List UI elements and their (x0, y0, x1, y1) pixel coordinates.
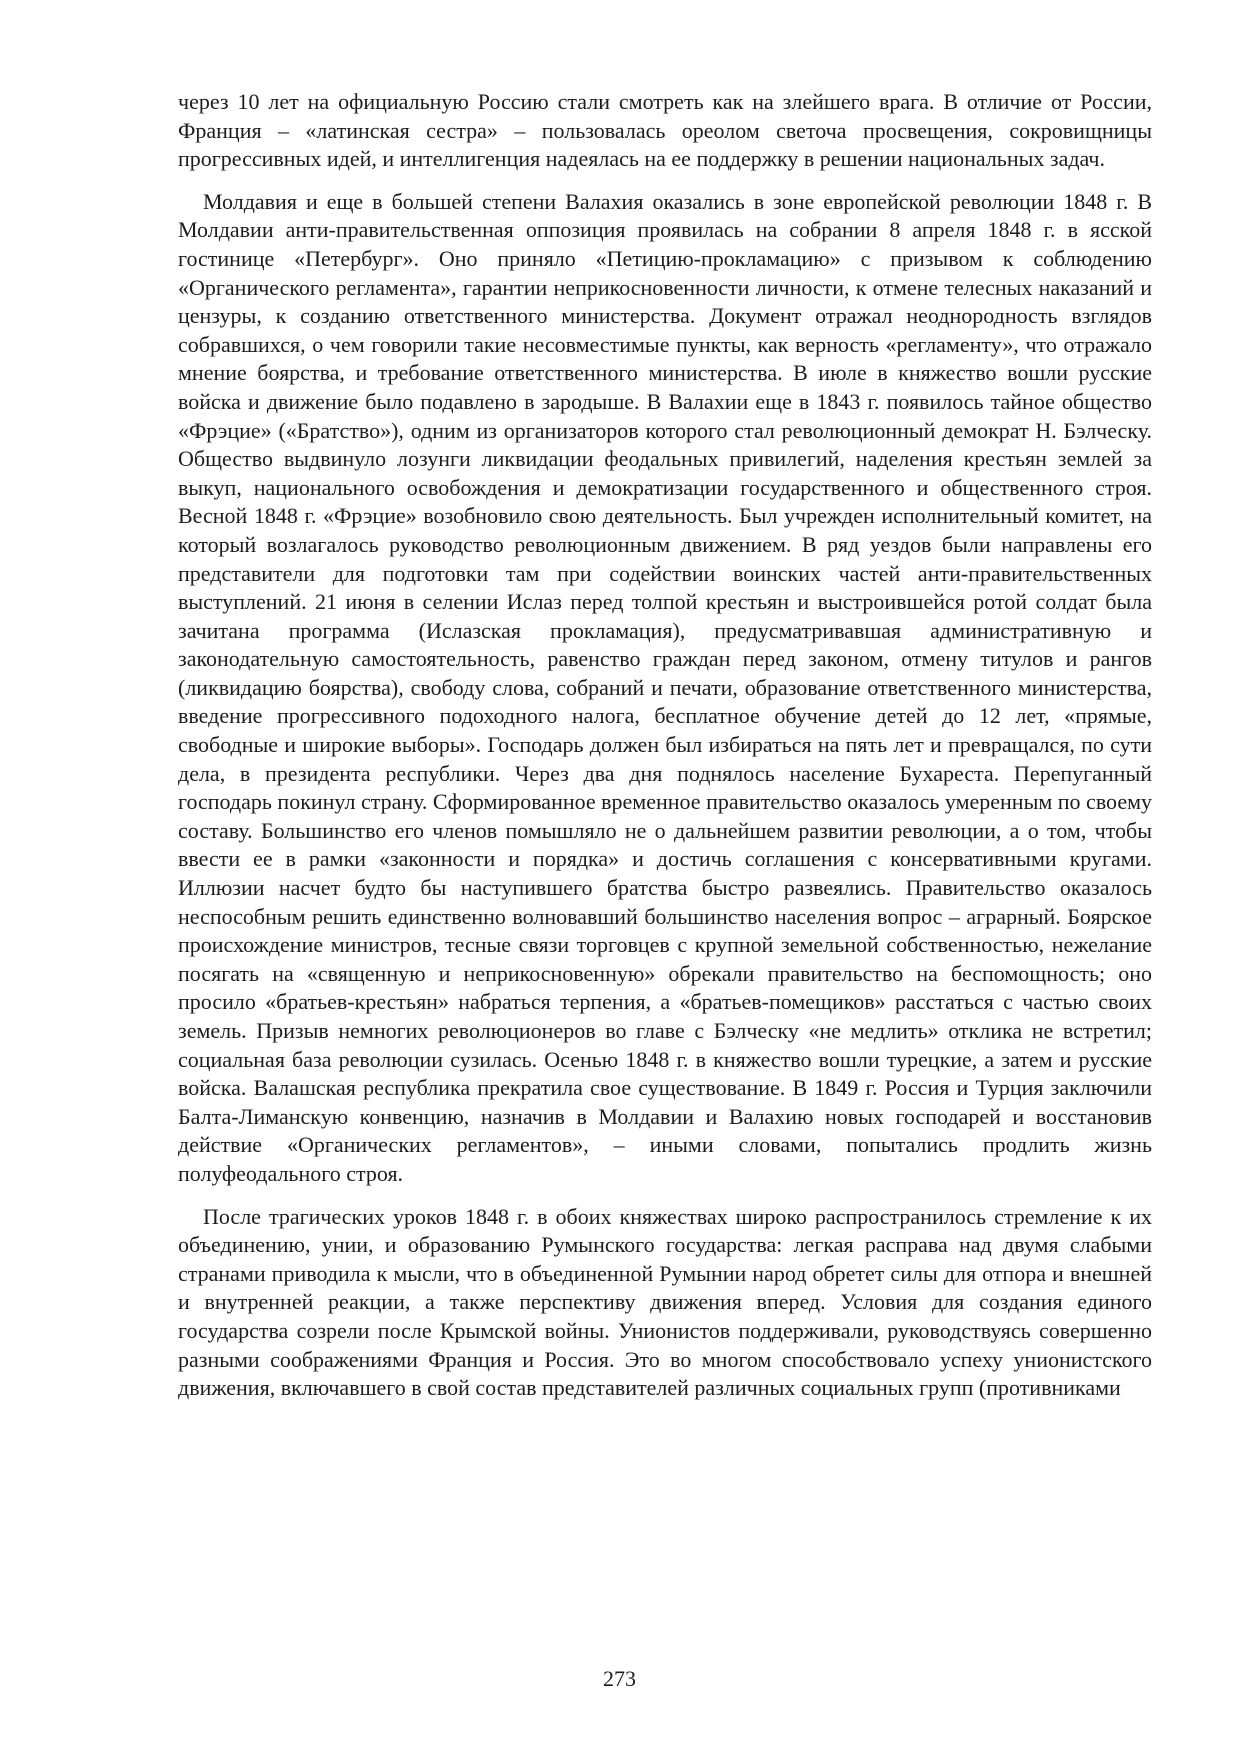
paragraph-continuation: через 10 лет на официальную Россию стали смотреть как на злейшего врага. В отличие от России, Франция – «латинская сестра» – пользовалась ореолом светоча просвещения, сокровищницы прогрессивных идей, и интеллигенция надеялась на ее поддержку в решении национальных задач. (178, 89, 1152, 172)
paragraph-revolution-1848: Молдавия и еще в большей степени Валахия оказались в зоне европейской революции 1848 г. В Молдавии анти-правительственная оппозиция проявилась на собрании 8 апреля 1848 г. в ясской гостинице «Петербург». Оно приняло «Петицию-прокламацию» с призывом к соблюдению «Органического регламента», гарантии неприкосновенности личности, к отмене телесных наказаний и цензуры, к созданию ответственного министерства. Документ отражал неоднородность взглядов собравшихся, о чем говорили такие несовместимые пункты, как верность «регламенту», что отражало мнение боярства, и требование ответственного министерства. В июле в княжество вошли русские войска и движение было подавлено в зародыше. В Валахии еще в 1843 г. появилось тайное общество «Фрэцие» («Братство»), одним из организаторов которого стал революционный демократ Н. Бэлческу. Общество выдвинуло лозунги ликвидации феодальных привилегий, наделения крестьян землей за выкуп, национального освобождения и демократизации государственного и общественного строя. Весной 1848 г. «Фрэцие» возобновило свою деятельность. Был учрежден исполнительный комитет, на который возлагалось руководство революционным движением. В ряд уездов были направлены его представители для подготовки там при содействии воинских частей анти-правительственных выступлений. 21 июня в селении Ислаз перед толпой крестьян и выстроившейся ротой солдат была зачитана программа (Ислазская прокламация), предусматривавшая административную и законодательную самостоятельность, равенство граждан перед законом, отмену титулов и рангов (ликвидацию боярства), свободу слова, собраний и печати, образование ответственного министерства, введение прогрессивного подоходного налога, бесплатное обучение детей до 12 лет, «прямые, свободные и широкие выборы». Господарь должен был избираться на пять лет и превращался, по сути дела, в президента республики. Через два дня поднялось население Бухареста. Перепуганный господарь покинул страну. Сформированное временное правительство оказалось умеренным по своему составу. Большинство его членов помышляло не о дальнейшем развитии революции, а о том, чтобы ввести ее в рамки «законности и порядка» и достичь соглашения с консервативными кругами. Иллюзии насчет будто бы наступившего братства быстро развеялись. Правительство оказалось неспособным решить единственно волновавший большинство населения вопрос – аграрный. Боярское происхождение министров, тесные связи торговцев с крупной земельной собственностью, нежелание посягать на «священную и неприкосновенную» обрекали правительство на беспомощность; оно просило «братьев-крестьян» набраться терпения, а «братьев-помещиков» расстаться с частью своих земель. Призыв немногих революционеров во главе с Бэлческу «не медлить» отклика не встретил; социальная база революции сузилась. Осенью 1848 г. в княжество вошли турецкие, а затем и русские войска. Валашская республика прекратила свое существование. В 1849 г. Россия и Турция заключили Балта-Лиманскую конвенцию, назначив в Молдавии и Валахию новых господарей и восстановив действие «Органических регламентов», – иными словами, попытались продлить жизнь полуфеодального строя. (178, 188, 1153, 1186)
page-number: 273 (603, 1666, 636, 1691)
body-text (178, 88, 1152, 1417)
paragraph-unification: После трагических уроков 1848 г. в обоих княжествах широко распространилось стремление к их объединению, унии, и образованию Румынского государства: легкая расправа над двумя слабыми странами приводила к мысли, что в объединенной Румынии народ обретет силы для отпора и внешней и внутренней реакции, а также перспективу движения вперед. Условия для создания единого государства созрели после Крымской войны. Унионистов поддерживали, руководствуясь совершенно разными соображениями Франция и Россия. Это во многом способствовало успеху унионистского движения, включавшего в свой состав представителей различных социальных групп (противниками (178, 1203, 1152, 1401)
